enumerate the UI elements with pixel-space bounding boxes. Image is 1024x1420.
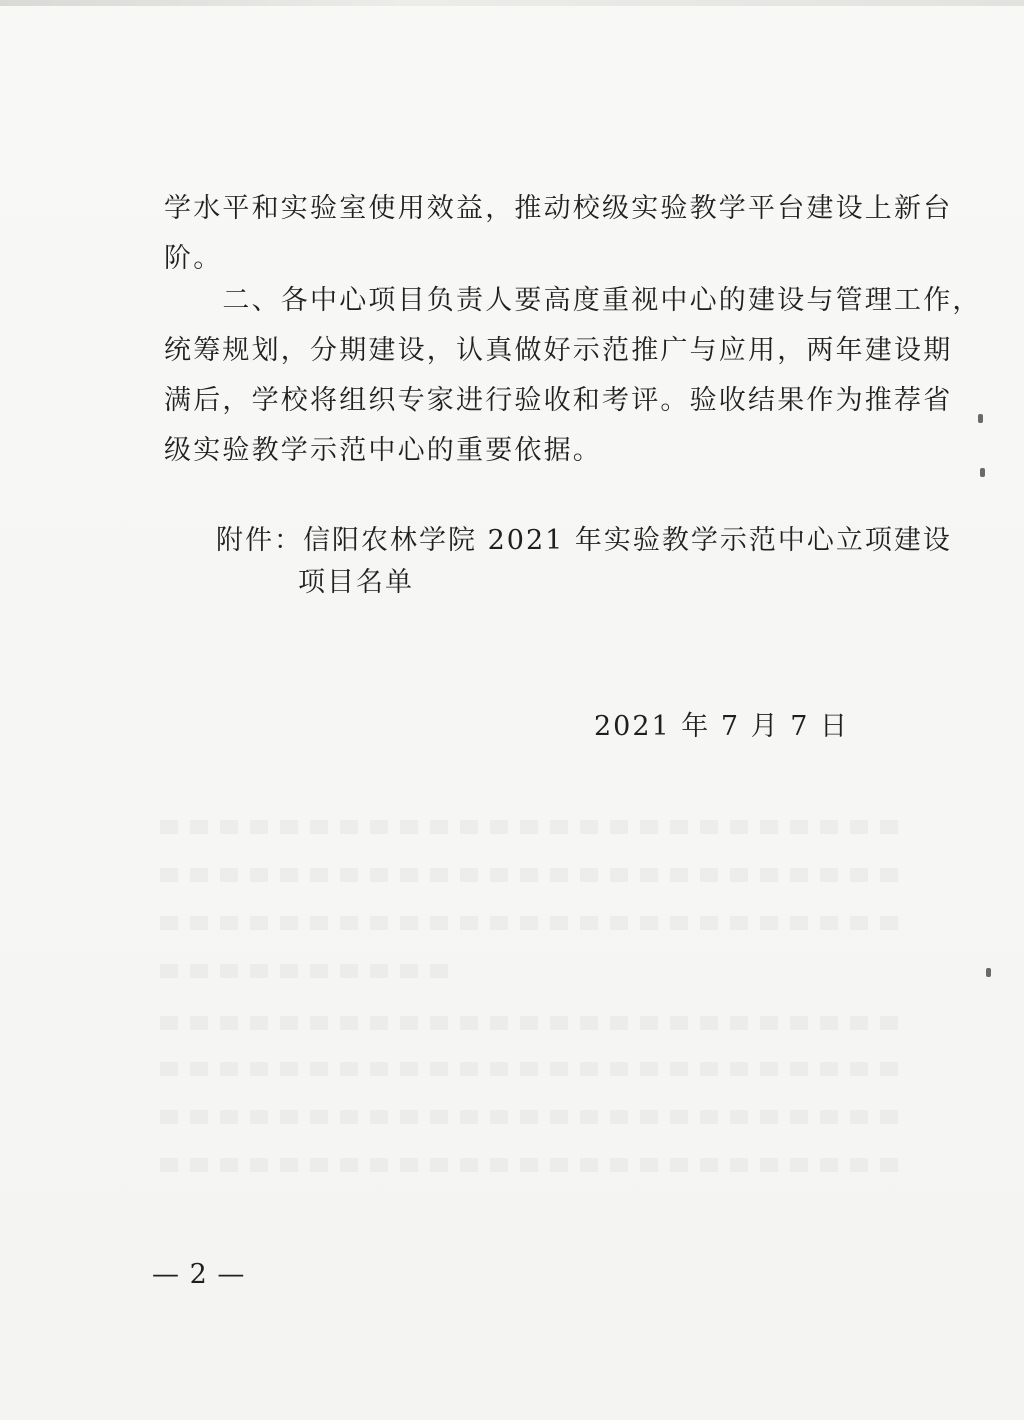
bleed-through-mark	[160, 1016, 900, 1030]
scan-speck	[986, 968, 991, 977]
attachment-label: 附件：	[216, 525, 303, 556]
text-line: 二、各中心项目负责人要高度重视中心的建设与管理工作，	[164, 285, 982, 316]
scan-speck	[980, 468, 985, 477]
text-line: 阶。	[164, 243, 223, 274]
attachment-title: 信阳农林学院 2021 年实验教学示范中心立项建设	[303, 525, 952, 556]
bleed-through-mark	[160, 916, 900, 930]
issue-date: 2021 年 7 月 7 日	[594, 711, 849, 742]
bleed-through-mark	[160, 1158, 900, 1172]
bleed-through-mark	[160, 868, 900, 882]
bleed-through-mark	[160, 1062, 900, 1076]
paragraph-continuation	[164, 184, 953, 284]
scan-speck	[978, 414, 983, 423]
bleed-through-mark	[160, 820, 900, 834]
text-line: 学水平和实验室使用效益，推动校级实验教学平台建设上新台	[164, 193, 953, 224]
bleed-through-mark	[160, 1110, 900, 1124]
text-line: 满后，学校将组织专家进行验收和考评。验收结果作为推荐省	[164, 385, 953, 416]
page-number: — 2 —	[152, 1259, 246, 1290]
text-line: 级实验教学示范中心的重要依据。	[164, 435, 602, 466]
scan-top-edge	[0, 0, 1024, 6]
text-line: 统筹规划，分期建设，认真做好示范推广与应用，两年建设期	[164, 335, 953, 366]
paragraph-item-two	[164, 276, 982, 476]
bleed-through-mark	[160, 964, 460, 978]
attachment-title-continuation: 项目名单	[298, 567, 414, 598]
